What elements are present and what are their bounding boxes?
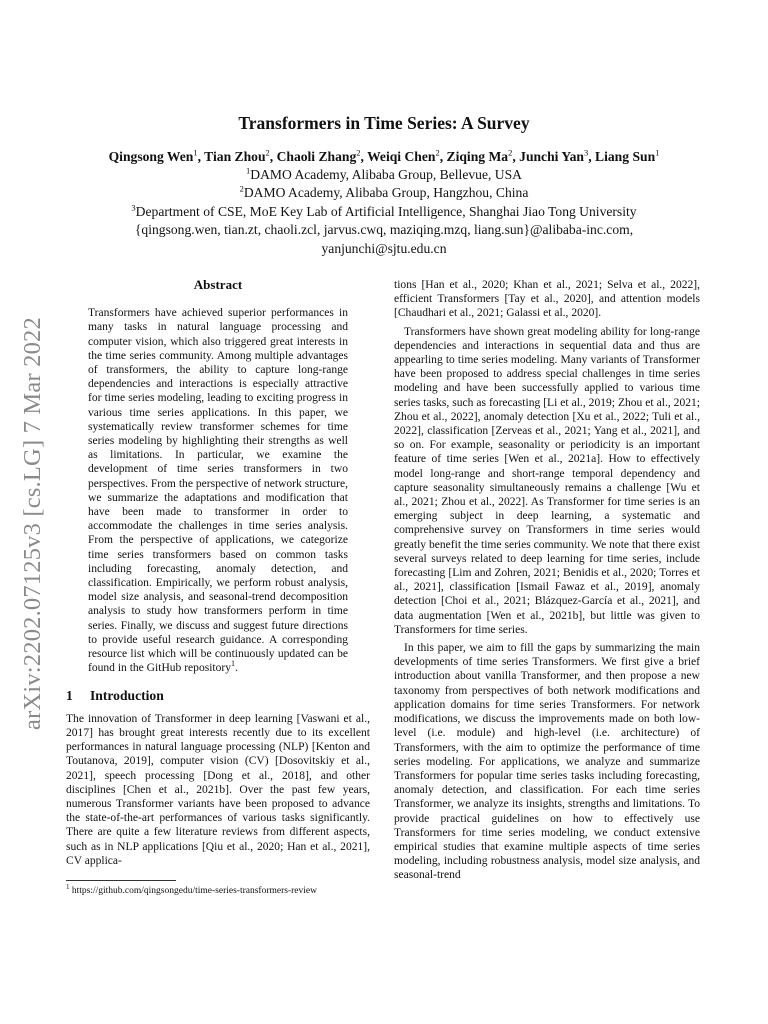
author-list: Qingsong Wen$^1$, Tian Zhou$^2$, Chaoli Zhang$^2$, Weiqi Chen$^2$, Ziqing Ma$^2$, Junchi Yan$^3$, Liang Sun$^1$ bbox=[108, 147, 660, 164]
section-heading-introduction: 1 Introduction bbox=[66, 688, 164, 704]
intro-paragraph-continued: tions [Han et al., 2020; Khan et al., 2021; Selva et al., 2022], efficient Transformers [Tay et al., 2020], and attention models [Chaudhari et al., 2021; Galassi et al., 2020]. bbox=[394, 279, 700, 320]
intro-paragraph: Transformers have shown great modeling ability for long-range dependencies and interactions in sequential data and thus are appearling to time series modeling. Many variants of Transformer have been proposed to address special challenges in time series modeling and have been successfully applied to various time series tasks, such as forecasting [Li et al., 2019; Zhou et al., 2021; Zhou et al., 2022], anomaly detection [Xu et al., 2022; Tuli et al., 2022], classification [Zerveas et al., 2021; Yang et al., 2021], and so on. For example, seasonality or periodicity is an important feature of time series [Wen et al., 2021a]. How to effectively model long-range and short-range temporal dependency and capture seasonality simultaneously remains a challenge [Wu et al., 2021; Zhou et al., 2022]. As Transformer for time series is an emerging subject in deep learning, a systematic and comprehensive survey on Transformers in time series would greatly benefit the time series community. We note that there exist several surveys related to deep learning for time series, include forecasting [Lim and Zohren, 2021; Benidis et al., 2020; Torres et al., 2021], classification [Ismail Fawaz et al., 2019], anomaly detection [Choi et al., 2021; Blázquez-García et al., 2021], and data augmentation [Wen et al., 2021b], but little was given to Transformers for time series. bbox=[394, 325, 700, 636]
author: Tian Zhou$^2$ bbox=[204, 147, 270, 164]
right-column bbox=[394, 278, 700, 883]
affiliations bbox=[0, 166, 768, 258]
email-line: {qingsong.wen, tian.zt, chaoli.zcl, jarvus.cwq, maziqing.mzq, liang.sun}@alibaba-inc.com, bbox=[134, 222, 634, 238]
email-line: yanjunchi@sjtu.edu.cn bbox=[321, 240, 447, 256]
arxiv-side-stamp bbox=[18, 270, 48, 730]
affiliation-line: $^1$DAMO Academy, Alibaba Group, Bellevue, USA bbox=[246, 165, 522, 182]
affiliation-line: $^3$Department of CSE, MoE Key Lab of Artificial Intelligence, Shanghai Jiao Tong University bbox=[131, 202, 637, 219]
intro-paragraph: In this paper, we aim to fill the gaps by summarizing the main developments of time series Transformers. We first give a brief introduction about vanilla Transformer, and then propose a new taxonomy from perspectives of both network modifications and application domains for time series Transformers. For network modifications, we discuss the improvements made on both low-level (i.e. module) and high-level (i.e. architecture) of Transformers, with the aim to optimize the performance of time series modeling. For applications, we analyze and summarize Transformers for popular time series tasks including forecasting, anomaly detection, and classification. For each time series Transformer, we analyze its insights, strengths and limitations. To provide practical guidelines on how to effectively use Transformers for time series modeling, we conduct extensive empirical studies that examine multiple aspects of time series modeling, including robustness analysis, model size analysis, and seasonal-trend bbox=[394, 642, 700, 882]
affiliation-line: $^2$DAMO Academy, Alibaba Group, Hangzhou, China bbox=[239, 183, 529, 201]
author: Weiqi Chen$^2$ bbox=[367, 147, 440, 164]
github-link[interactable]: https://github.com/qingsongedu/time-series-transformers-review bbox=[71, 885, 317, 896]
abstract-heading: Abstract bbox=[193, 277, 243, 292]
intro-paragraph: The innovation of Transformer in deep learning [Vaswani et al., 2017] has brought great interests recently due to its excellent performances in natural language processing (NLP) [Kenton and Toutanova, 2019], computer vision (CV) [Dosovitskiy et al., 2021], speech processing [Dong et al., 2018], and other disciplines [Chen et al., 2021b]. Over the past few years, numerous Transformer variants have been proposed to advance the state-of-the-art performances of various tasks significantly. There are quite a few literature reviews from different aspects, such as in NLP applications [Qiu et al., 2020; Han et al., 2021], CV applica- bbox=[66, 712, 370, 867]
arxiv-identifier: arXiv:2202.07125v3 [cs.LG] 7 Mar 2022 bbox=[19, 317, 46, 730]
author: Liang Sun$^1$ bbox=[595, 147, 660, 164]
author: Ziqing Ma$^2$ bbox=[446, 147, 513, 164]
author: Chaoli Zhang$^2$ bbox=[276, 147, 361, 164]
footnote: $^1$ https://github.com/qingsongedu/time-series-transformers-review bbox=[66, 882, 317, 896]
author: Junchi Yan$^3$ bbox=[519, 147, 589, 164]
left-column bbox=[66, 278, 370, 897]
author: Qingsong Wen$^1$ bbox=[108, 147, 198, 164]
abstract-body: Transformers have achieved superior performances in many tasks in natural language processing and computer vision, which also triggered great interests in the time series community. Among multiple advantages of transformers, the ability to capture long-range dependencies and interactions is especially attractive for time series modeling, leading to exciting progress in various time series applications. In this paper, we systematically review transformer schemes for time series modeling by highlighting their strengths as well as limitations. In particular, we examine the development of time series transformers in two perspectives. From the perspective of network structure, we summarize the adaptations and modification that have been made to transformer in order to accommodate the challenges in time series analysis. From the perspective of applications, we categorize time series transformers based on common tasks including forecasting, anomaly detection, and classification. Empirically, we perform robust analysis, model size analysis, and seasonal-trend decomposition analysis to study how transformers perform in time series. Finally, we discuss and suggest future directions to provide useful research guidance. A corresponding resource list which will be continuously updated can be found in the GitHub repository$^1$. bbox=[88, 307, 348, 675]
footnote-divider bbox=[66, 880, 176, 881]
footnote-marker: 1 bbox=[231, 659, 236, 669]
paper-title: Transformers in Time Series: A Survey bbox=[238, 113, 530, 133]
